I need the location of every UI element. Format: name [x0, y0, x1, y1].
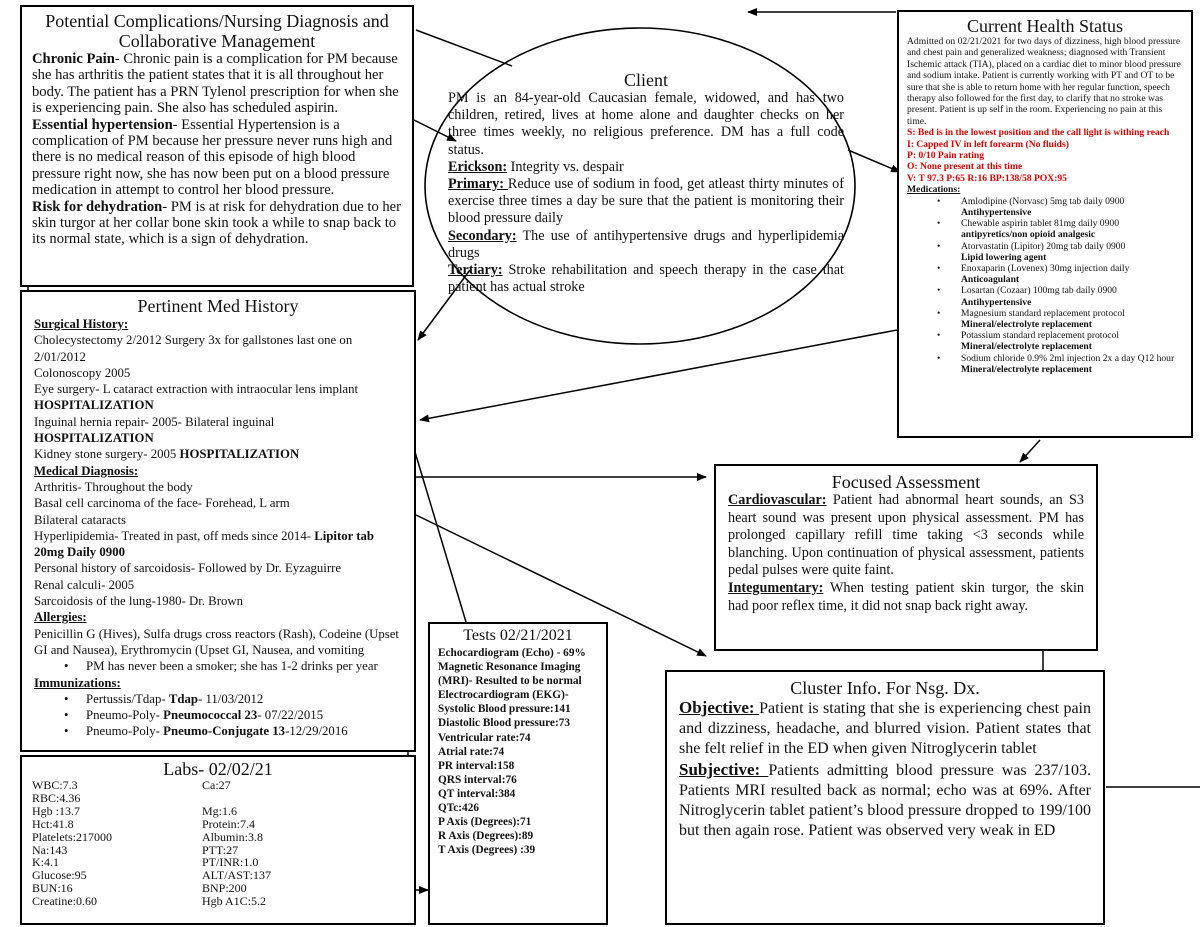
test-line: R Axis (Degrees):89 [438, 830, 534, 843]
test-line: Atrial rate:74 [438, 745, 505, 758]
med-class: Mineral/electrolyte replacement [961, 341, 1092, 353]
med-name: Losartan (Cozaar) 100mg tab daily 0900 [961, 285, 1117, 297]
med-name: Potassium standard replacement protocol [961, 330, 1119, 342]
immun-date: - 07/22/2015 [257, 708, 324, 723]
lab-value: Creatine:0.60 [32, 894, 97, 909]
smoker-item: • PM has never been a smoker; she has 1-2 drinks per year [34, 658, 402, 674]
medications-label: Medications: [907, 184, 961, 196]
lab-value: K:4.1 [32, 855, 59, 870]
smoker-list [34, 658, 402, 674]
allergies-text: Penicillin G (Hives), Sulfa drugs cross reactors (Rash), Codeine (Upset GI and Nausea), Erythromycin (Upset GI, Nausea, and vomiting [34, 626, 399, 657]
arrow-health-to-focus [1020, 440, 1040, 462]
label: Tertiary: [448, 262, 503, 279]
label: Cardiovascular: [728, 492, 827, 508]
medical-label: Medical Diagnosis: [34, 463, 139, 478]
lab-value: RBC:4.36 [32, 790, 81, 805]
med-class: Mineral/electrolyte replacement [961, 363, 1092, 375]
lab-value: Hct:41.8 [32, 816, 74, 831]
immun-date: - 11/03/2012 [198, 691, 264, 706]
label: Integumentary: [728, 579, 824, 596]
complication-chronic-pain [32, 51, 402, 117]
health-p: P: 0/10 Pain rating [907, 150, 985, 162]
item-text: - Essential Hypertension is a complication of PM because her pressure never runs high and there is no medical reason of this episode of high blood pressure right now, she has now been put on a blood pressure medication in attempt to control her blood pressure. [32, 116, 393, 199]
cluster-subjective [679, 760, 1091, 842]
complication-hypertension [32, 117, 402, 199]
medication-item [907, 285, 1183, 307]
hyperlipidemia-med: Lipitor tab 20mg Daily 0900 [34, 528, 375, 560]
test-line: P Axis (Degrees):71 [438, 816, 532, 829]
med-class: Antihypertensive [961, 296, 1032, 308]
immun-date: -12/29/2016 [285, 724, 348, 739]
test-line: Ventricular rate:74 [438, 731, 531, 744]
client-erickson [448, 159, 844, 176]
value: The use of antihypertensive drugs and hyperlipidemia drugs [448, 227, 844, 261]
medical-item: Basal cell carcinoma of the face- Forehead, L arm [34, 496, 290, 511]
health-status-box [897, 10, 1193, 438]
allergies-label: Allergies: [34, 610, 87, 625]
immun-type: Pertussis/Tdap- [86, 691, 169, 706]
medical-item: Sarcoidosis of the lung-1980- Dr. Brown [34, 594, 243, 609]
value: Patients admitting blood pressure was 237/103. Patients MRI resulted back as normal; echo was at 69%. After Nitroglycerin tablet patient’s blood pressure dropped to 199/100 but then again rose. Patient was observed very weak in ED [679, 761, 1091, 840]
medication-list [907, 196, 1183, 375]
label: Secondary: [448, 227, 517, 244]
label: Objective: [679, 698, 760, 717]
med-name: Amlodipine (Norvasc) 5mg tab daily 0900 [961, 195, 1125, 207]
label: Erickson: [448, 158, 508, 175]
medical-item: Arthritis- Throughout the body [34, 479, 193, 494]
lab-value: Na:143 [32, 842, 68, 857]
lab-value: Platelets:217000 [32, 829, 112, 844]
focused-assessment-box [714, 464, 1098, 651]
med-name: Sodium chloride 0.9% 2ml injection 2x a day Q12 hour [961, 352, 1175, 364]
lab-value: Mg:1.6 [202, 803, 238, 818]
health-i: I: Capped IV in left forearm (No fluids) [907, 138, 1069, 150]
item-heading: Risk for dehydration [32, 198, 163, 215]
labs-box [20, 755, 416, 925]
surgical-item [34, 446, 402, 462]
immun-name: Pneumococcal 23 [163, 708, 258, 723]
immunizations-label: Immunizations: [34, 675, 121, 690]
cluster-objective [679, 698, 1091, 760]
test-line: Magnetic Resonance Imaging (MRI)- Resulted to be normal [438, 661, 582, 688]
client-section [448, 70, 844, 296]
medication-item [907, 263, 1183, 285]
lab-value: Hgb A1C:5.2 [202, 894, 267, 909]
immun-type: Pneumo-Poly- [86, 708, 164, 723]
medication-item [907, 308, 1183, 330]
immun-type: Pneumo-Poly- [86, 724, 164, 739]
medication-item [907, 241, 1183, 263]
med-class: Lipid lowering agent [961, 251, 1047, 263]
lab-value: PT/INR:1.0 [202, 855, 259, 870]
connector-line [416, 30, 512, 66]
test-line: QTc:426 [438, 802, 480, 815]
immun-name: Tdap [168, 691, 198, 706]
med-class: antipyretics/non opioid analgesic [961, 229, 1096, 241]
med-name: Chewable aspirin tablet 81mg daily 0900 [961, 218, 1119, 230]
immunization-item [34, 691, 402, 707]
test-line: QRS interval:76 [438, 773, 517, 786]
medication-item [907, 353, 1183, 375]
surgical-item: Inguinal hernia repair- 2005- Bilateral inguinal [34, 414, 275, 429]
med-class: Anticoagulant [961, 274, 1020, 286]
surgical-item: Cholecystectomy 2/2012 Surgery 3x for gallstones last one on 2/01/2012 [34, 333, 353, 364]
health-o: O: None present at this time [907, 161, 1023, 173]
test-line: Electrocardiogram (EKG)- [438, 689, 569, 702]
tests-box [428, 622, 608, 925]
client-primary [448, 176, 844, 228]
value: Patient is stating that she is experiencing chest pain and dizziness, headache, and blurred vision. Patient states that she felt relief in the ED when given Nitroglycerin tablet [679, 700, 1091, 758]
history-title: Pertinent Med History [137, 296, 299, 316]
immunization-item [34, 723, 402, 739]
complications-title: Potential Complications/Nursing Diagnosis and Collaborative Management [45, 11, 389, 51]
item-heading: Essential hypertension [32, 116, 173, 133]
med-name: Atorvastatin (Lipitor) 20mg tab daily 0900 [961, 240, 1126, 252]
item-text: - Chronic pain is a complication for PM because she has arthritis the patient states that it is all throughout her body. The patient has a PRN Tylenol prescription for when she is experiencing pain. She also has scheduled aspirin. [32, 51, 399, 117]
client-title: Client [624, 70, 668, 90]
test-line: QT interval:384 [438, 787, 516, 800]
surgical-item: Eye surgery- L cataract extraction with intraocular lens implant [34, 382, 359, 397]
health-v: V: T 97.3 P:65 R:16 BP:138/58 POX:95 [907, 172, 1067, 184]
health-summary: Admitted on 02/21/2021 for two days of dizziness, high blood pressure and chest pain and generalized weakness; diagnosed with Transient Ischemic attack (TIA), placed on a cardiac diet to minor blood pressure and sodium intake. Patient is currently working with PT and OT to be sure that she is able to return home with her regular function, speech therapy also followed for the first day, to clarify that no stroke was present. Patient is up self in the room. Experiencing no pain at this time. [907, 36, 1181, 127]
tests-title: Tests 02/21/2021 [463, 627, 573, 644]
focus-integumentary [728, 580, 1084, 615]
immunization-list [34, 691, 402, 740]
lab-value: PTT:27 [202, 842, 239, 857]
immunization-item [34, 707, 402, 723]
lab-value: Hgb :13.7 [32, 803, 80, 818]
test-line: Diastolic Blood pressure:73 [438, 717, 571, 730]
immun-name: Pneumo-Conjugate 13 [163, 724, 286, 739]
test-line: Systolic Blood pressure:141 [438, 703, 571, 716]
medical-item: Bilateral cataracts [34, 512, 127, 527]
label: Subjective: [679, 759, 769, 779]
item-text: - PM is at risk for dehydration due to her skin turgor at her collar bone skin took a while to snap back to its normal state, which is a sign of dehydration. [32, 198, 402, 248]
lab-value [202, 792, 372, 805]
med-history-box [20, 290, 416, 752]
med-name: Magnesium standard replacement protocol [961, 307, 1125, 319]
complications-box [20, 5, 414, 287]
complication-dehydration [32, 199, 402, 248]
lab-value: Glucose:95 [32, 868, 87, 883]
medication-item [907, 218, 1183, 240]
label: Primary: [448, 176, 508, 193]
value: Patient had abnormal heart sounds, an S3 heart sound was present upon physical assessment. PM has prolonged capillary refill time taking <3 seconds while blanching. Upon continuation of physical assessment, patients pedal pulses were quite faint. [728, 492, 1084, 579]
health-s: S: Bed is in the lowest position and the call light is withing reach [907, 127, 1170, 139]
lab-value: WBC:7.3 [32, 778, 78, 792]
test-line: Echocardiogram (Echo) - 69% [438, 647, 586, 659]
hospitalization-label: HOSPITALIZATION [34, 398, 154, 413]
test-line: T Axis (Degrees) :39 [438, 844, 536, 857]
focus-cardio [728, 492, 1084, 580]
medical-item [34, 528, 402, 561]
medication-item [907, 330, 1183, 352]
lab-value: BUN:16 [32, 881, 73, 896]
client-intro: PM is an 84-year-old Caucasian female, widowed, and has two children, retired, lives at home alone and daughter checks on her three times weekly, no religious preference. DM has a full code status. [448, 90, 844, 158]
med-class: Mineral/electrolyte replacement [961, 318, 1092, 330]
value: Integrity vs. despair [507, 158, 624, 175]
hospitalization-label: HOSPITALIZATION [34, 431, 154, 446]
cluster-info-box [665, 670, 1105, 925]
value: Stroke rehabilitation and speech therapy in the case that patient has actual stroke [448, 262, 844, 296]
med-name: Enoxaparin (Lovenex) 30mg injection daily [961, 262, 1130, 274]
client-tertiary [448, 262, 844, 296]
medical-item: Personal history of sarcoidosis- Followed by Dr. Eyzaguirre [34, 561, 342, 576]
surgical-item: Colonoscopy 2005 [34, 365, 131, 380]
medication-item [907, 196, 1183, 218]
test-line: PR interval:158 [438, 759, 515, 772]
lab-value: ALT/AST:137 [202, 868, 271, 883]
lab-value: BNP:200 [202, 881, 247, 896]
labs-grid [32, 779, 404, 908]
lab-value: Albumin:3.8 [202, 829, 264, 844]
client-secondary [448, 228, 844, 262]
item-heading: Chronic Pain [32, 51, 115, 67]
med-class: Antihypertensive [961, 206, 1032, 218]
labs-title: Labs- 02/02/21 [163, 759, 273, 779]
focus-title: Focused Assessment [831, 472, 981, 492]
lab-value: Ca:27 [202, 778, 231, 792]
medical-item: Renal calculi- 2005 [34, 577, 135, 592]
hyperlipidemia-text: Hyperlipidemia- Treated in past, off meds since 2014- [34, 528, 315, 543]
hospitalization-label: HOSPITALIZATION [179, 447, 300, 462]
value: When testing patient skin turgor, the skin had poor reflex time, it did not snap back right away. [728, 579, 1084, 614]
value: Reduce use of sodium in food, get atleast thirty minutes of exercise three times a day be sure that the patient is monitoring their blood pressure daily [448, 176, 844, 227]
health-title: Current Health Status [967, 16, 1123, 36]
surgical-label: Surgical History: [34, 317, 129, 331]
kidney-text: Kidney stone surgery- 2005 [34, 447, 180, 462]
cluster-title: Cluster Info. For Nsg. Dx. [790, 678, 980, 698]
lab-value: Protein:7.4 [202, 816, 255, 831]
arrow-client-to-health [848, 150, 900, 172]
